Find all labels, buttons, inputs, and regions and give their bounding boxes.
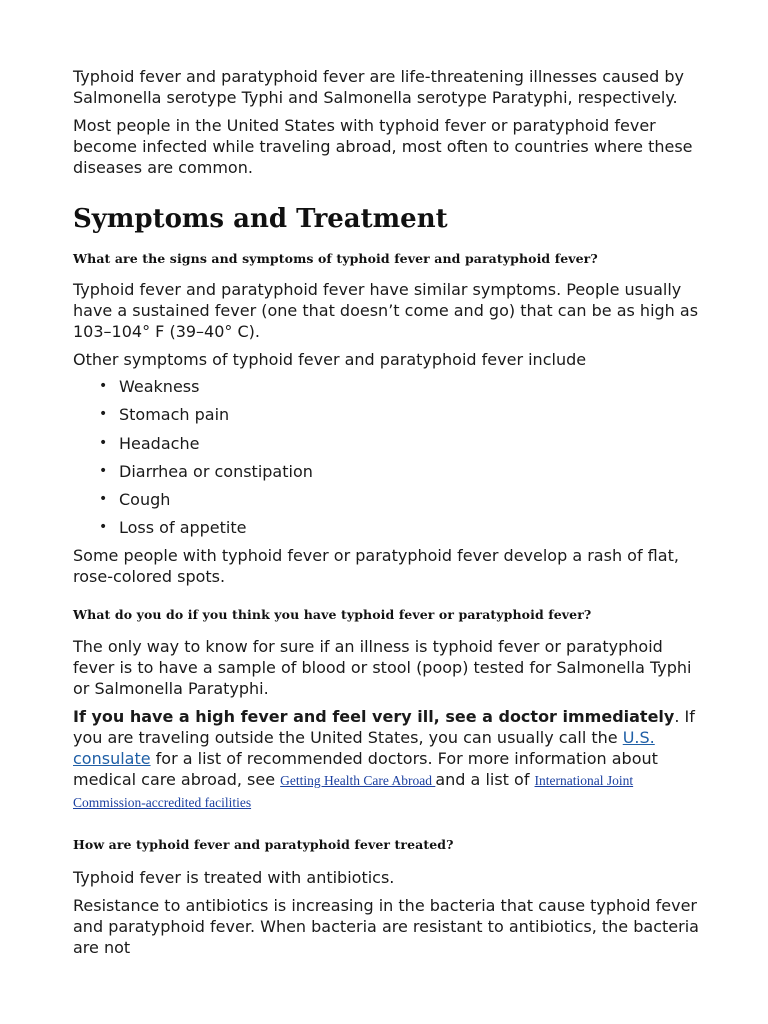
getting-health-care-abroad-link[interactable]: Getting Health Care Abroad — [280, 772, 436, 788]
list-item: • Weakness — [99, 376, 703, 397]
other-symptoms-paragraph: Other symptoms of typhoid fever and paratyphoid fever include — [73, 350, 587, 369]
doctor-paragraph — [73, 706, 703, 813]
treatment-paragraph: Typhoid fever is treated with antibiotics. — [73, 867, 395, 887]
us-consulate-link[interactable]: U.S. consulate — [73, 727, 655, 768]
list-item: • Diarrhea or constipation — [99, 461, 703, 482]
list-item: • Loss of appetite — [99, 517, 703, 538]
list-item: • Headache — [99, 433, 703, 454]
signs-question-heading: What are the signs and symptoms of typhoid fever and paratyphoid fever? — [73, 251, 598, 266]
symptoms-list — [73, 376, 703, 538]
symptoms-paragraph: Typhoid fever and paratyphoid fever have similar symptoms. People usually have a sustained fever (one that doesn’t come and go) that can be as high as 103–104° F (39–40° C). — [73, 280, 699, 341]
document-page — [73, 66, 703, 958]
diagnosis-paragraph: The only way to know for sure if an illness is typhoid fever or paratyphoid fever is to have a sample of blood or stool (poop) tested for Salmonella Typhi or Salmonella Paratyphi. — [73, 636, 692, 698]
rash-paragraph: Some people with typhoid fever or paratyphoid fever develop a rash of flat, rose-colored spots. — [73, 545, 679, 586]
action-question-heading: What do you do if you think you have typhoid fever or paratyphoid fever? — [73, 606, 592, 622]
intro-paragraph-2: Most people in the United States with typhoid fever or paratyphoid fever become infected while traveling abroad, most often to countries where these diseases are common. — [73, 116, 693, 177]
doctor-warning-bold: If you have a high fever and feel very ill, see a doctor immediately — [73, 706, 675, 726]
doctor-text-b: for a list of recommended doctors. For more information about medical care abroad, see — [73, 748, 658, 789]
intro-paragraph-1: Typhoid fever and paratyphoid fever are life-threatening illnesses caused by Salmonella serotype Typhi and Salmonella serotype Paratyphi, respectively. — [73, 67, 684, 107]
treatment-question-heading: How are typhoid fever and paratyphoid fever treated? — [73, 836, 454, 852]
list-item: • Stomach pain — [99, 404, 703, 425]
resistance-paragraph: Resistance to antibiotics is increasing in the bacteria that cause typhoid fever and paratyphoid fever. When bacteria are resistant to antibiotics, the bacteria are not — [73, 895, 699, 957]
doctor-text-c: and a list of — [435, 769, 535, 789]
jci-facilities-link[interactable]: International Joint Commission-accredited facilities — [73, 772, 634, 810]
doctor-text-a: . If you are traveling outside the United States, you can usually call the — [73, 706, 695, 747]
list-item: • Cough — [99, 489, 703, 510]
section-title: Symptoms and Treatment — [73, 204, 448, 234]
